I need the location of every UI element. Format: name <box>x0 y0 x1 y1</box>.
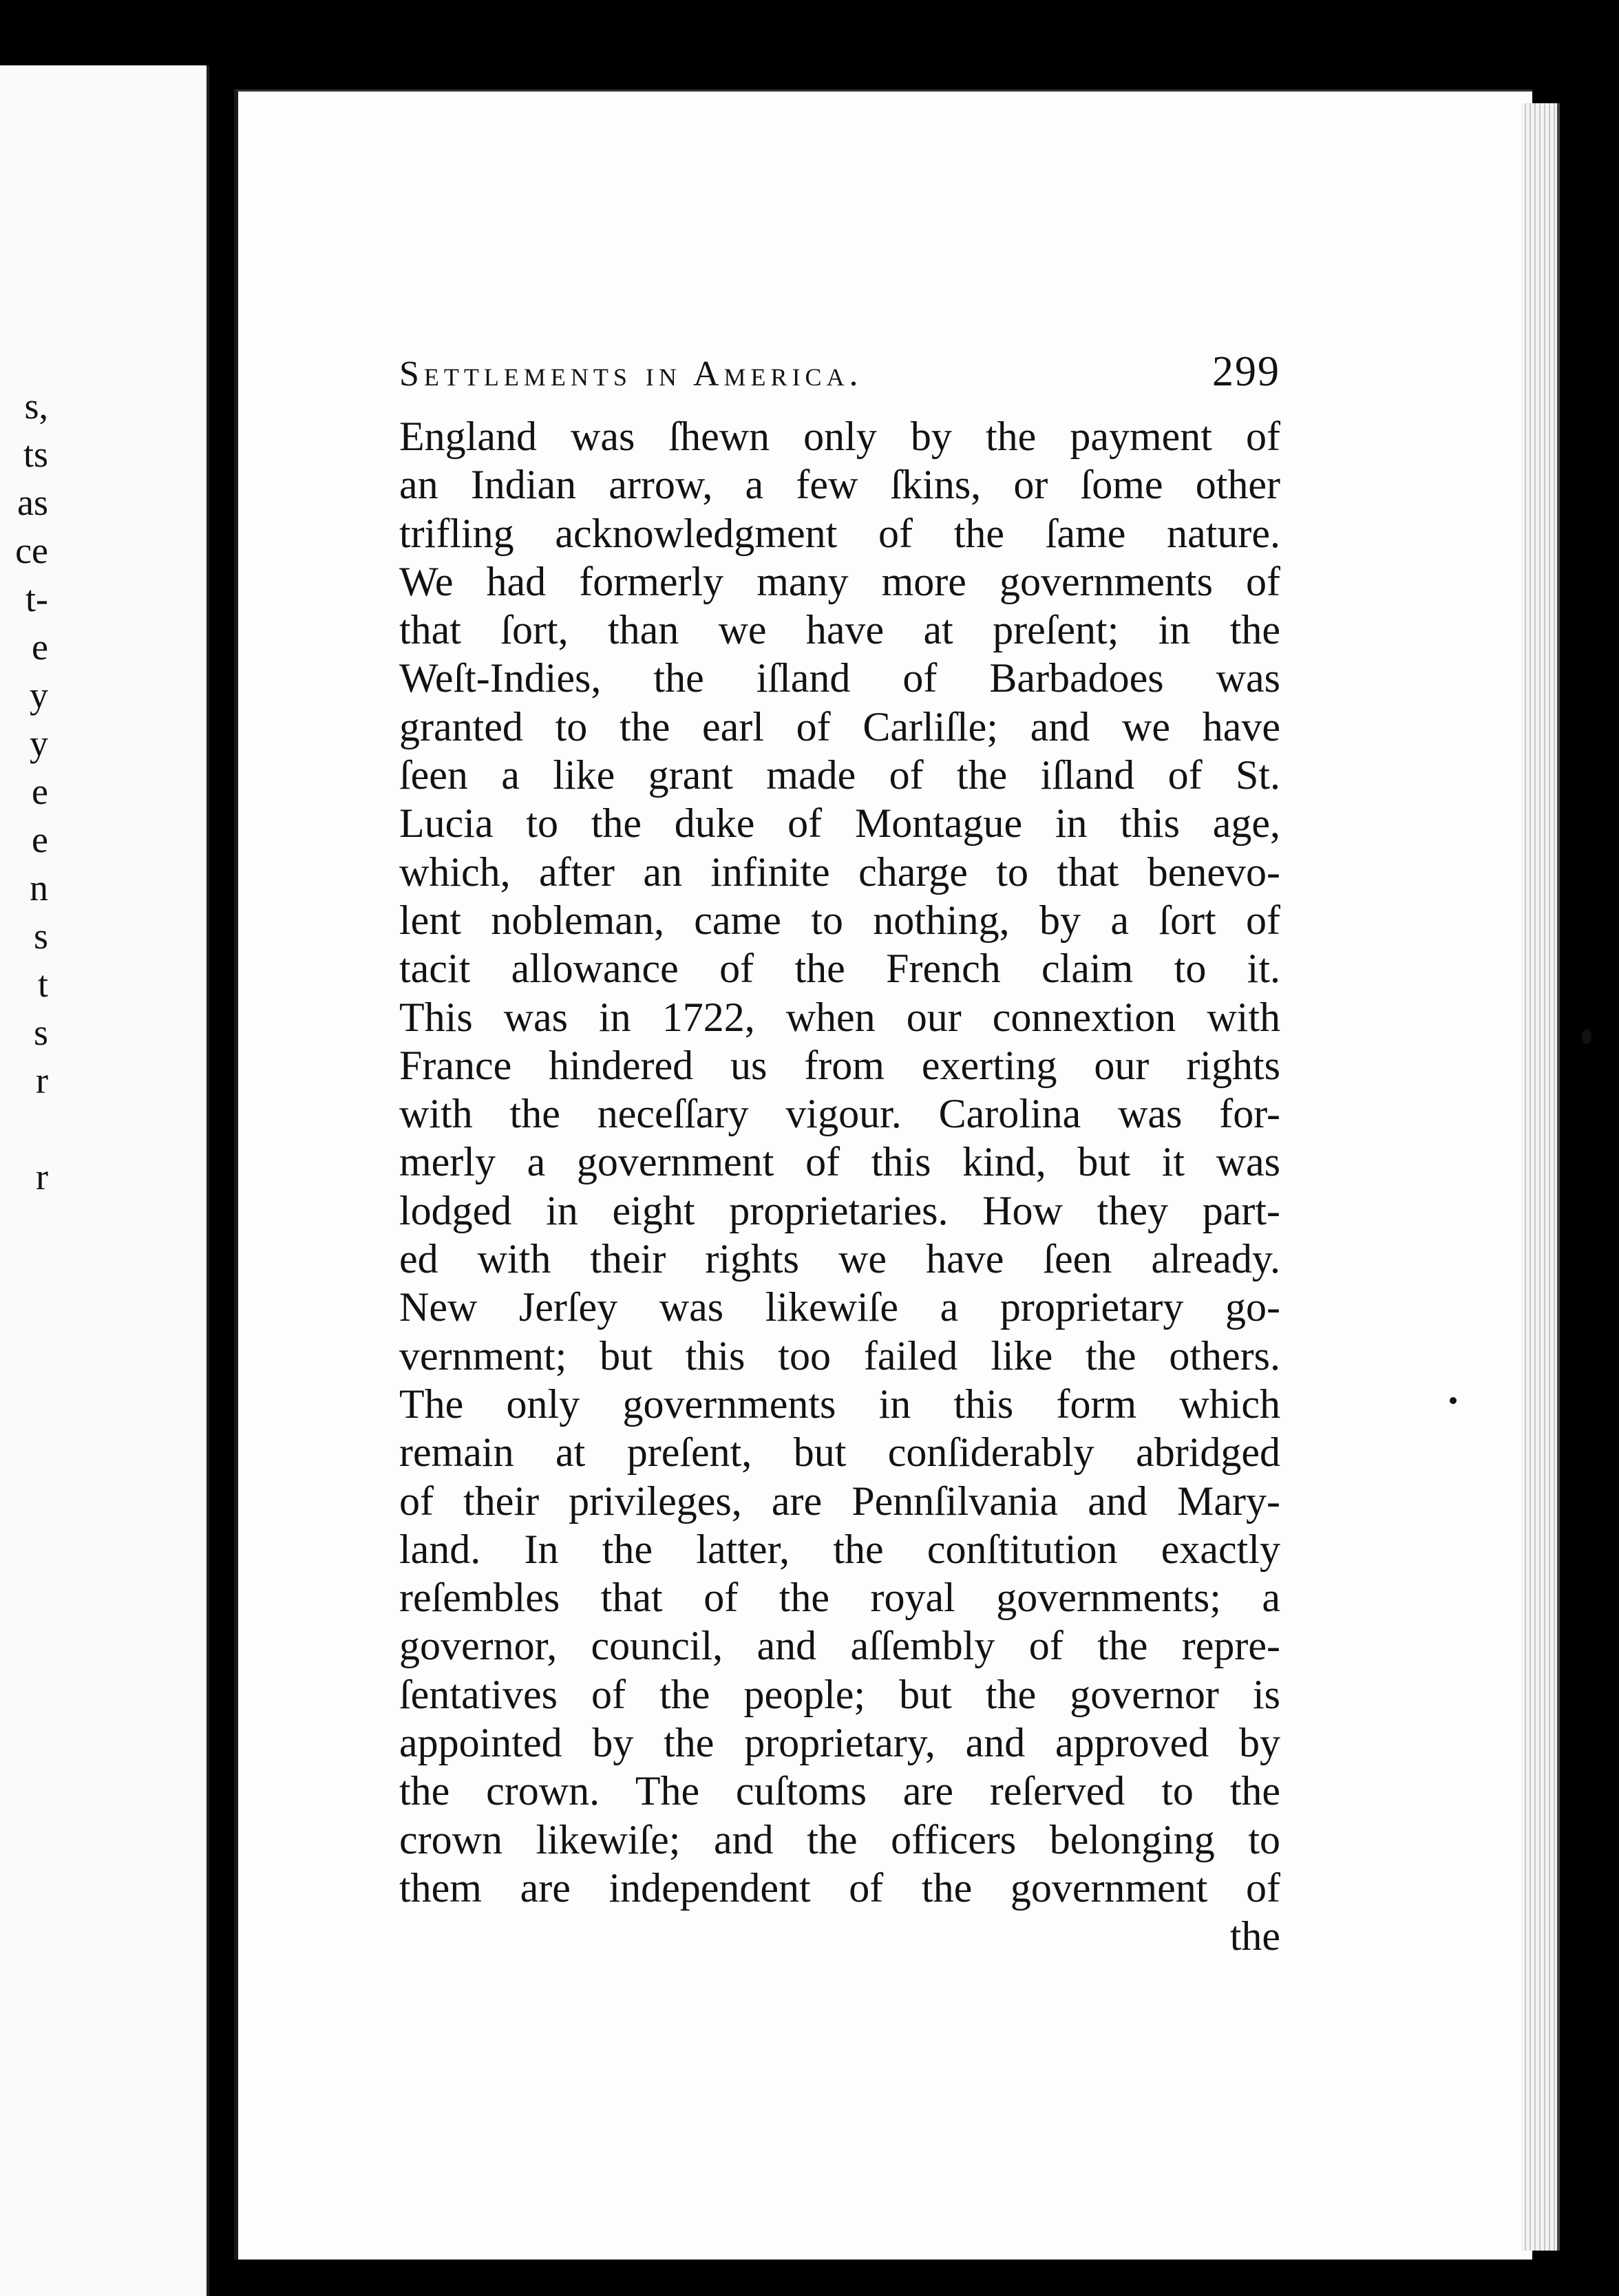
page-number: 299 <box>1212 348 1280 395</box>
fragment-line: r <box>36 1156 48 1198</box>
text-line: reſembles that of the royal governments; a <box>399 1575 1280 1621</box>
fragment-line: y <box>30 674 48 716</box>
text-line: The only governments in this form which <box>399 1381 1280 1427</box>
text-line: trifling acknowledgment of the ſame nature. <box>399 510 1280 556</box>
text-line: the crown. The cuſtoms are reſerved to the <box>399 1768 1280 1814</box>
page-edges <box>1521 103 1560 2251</box>
text-line: of their privileges, are Pennſilvania and Mary- <box>399 1478 1280 1524</box>
text-line: appointed by the proprietary, and approved by <box>399 1720 1280 1766</box>
page-text <box>399 348 1280 1960</box>
text-line: merly a government of this kind, but it was <box>399 1139 1280 1185</box>
previous-page-text-fragments <box>0 382 48 1201</box>
text-line: with the neceſſary vigour. Carolina was for- <box>399 1091 1280 1137</box>
previous-page <box>0 65 209 2296</box>
fragment-line: t- <box>25 578 48 619</box>
text-line: lent nobleman, came to nothing, by a ſort of <box>399 897 1280 943</box>
fragment-line: y <box>30 723 48 764</box>
text-line: Lucia to the duke of Montague in this age, <box>399 800 1280 847</box>
text-line: Weſt-Indies, the iſland of Barbadoes was <box>399 655 1280 701</box>
fragment-line: e <box>32 819 48 860</box>
text-line: granted to the earl of Carliſle; and we have <box>399 703 1280 750</box>
text-line: crown likewiſe; and the officers belonging to <box>399 1816 1280 1862</box>
text-line: an Indian arrow, a few ſkins, or ſome other <box>399 462 1280 508</box>
fragment-line: n <box>30 867 48 908</box>
fragment-line <box>0 1105 48 1153</box>
text-line: remain at preſent, but conſiderably abridged <box>399 1429 1280 1476</box>
text-line: that ſort, than we have at preſent; in the <box>399 607 1280 653</box>
text-line: tacit allowance of the French claim to it. <box>399 946 1280 992</box>
fragment-line: s <box>33 1012 48 1053</box>
fragment-line: s, <box>24 385 48 427</box>
text-line: This was in 1722, when our connextion with <box>399 994 1280 1040</box>
fragment-line: t <box>37 964 48 1005</box>
fragment-line: e <box>32 771 48 812</box>
fragment-line: r <box>36 1060 48 1101</box>
fragment-line: ts <box>23 434 48 475</box>
text-line: England was ſhewn only by the payment of <box>399 414 1280 459</box>
text-line: New Jerſey was likewiſe a proprietary go- <box>399 1284 1280 1330</box>
fragment-line: e <box>32 626 48 668</box>
fragment-line: ce <box>15 530 48 571</box>
ink-speck <box>1582 1029 1591 1044</box>
running-head-title: Settlements in America. <box>399 354 863 394</box>
fragment-line: as <box>17 482 48 523</box>
catchword: the <box>1229 1913 1280 1959</box>
text-line: vernment; but this too failed like the others. <box>399 1332 1280 1379</box>
text-line: governor, council, and aſſembly of the repre- <box>399 1623 1280 1669</box>
text-line: ſeen a like grant made of the iſland of St. <box>399 752 1280 798</box>
text-line: land. In the latter, the conſtitution exactly <box>399 1526 1280 1572</box>
ink-speck <box>1450 1397 1457 1404</box>
text-line: ſentatives of the people; but the governor is <box>399 1671 1280 1717</box>
text-line: We had formerly many more governments of <box>399 558 1280 604</box>
text-line: France hindered us from exerting our rights <box>399 1042 1280 1088</box>
text-line: lodged in eight proprietaries. How they part- <box>399 1187 1280 1233</box>
text-line: them are independent of the government of <box>399 1864 1280 1911</box>
running-head <box>399 348 1280 403</box>
body-text <box>399 412 1280 1912</box>
text-line: ed with their rights we have ſeen already. <box>399 1236 1280 1282</box>
text-line: which, after an infinite charge to that benevo- <box>399 849 1280 895</box>
fragment-line: s <box>33 915 48 957</box>
